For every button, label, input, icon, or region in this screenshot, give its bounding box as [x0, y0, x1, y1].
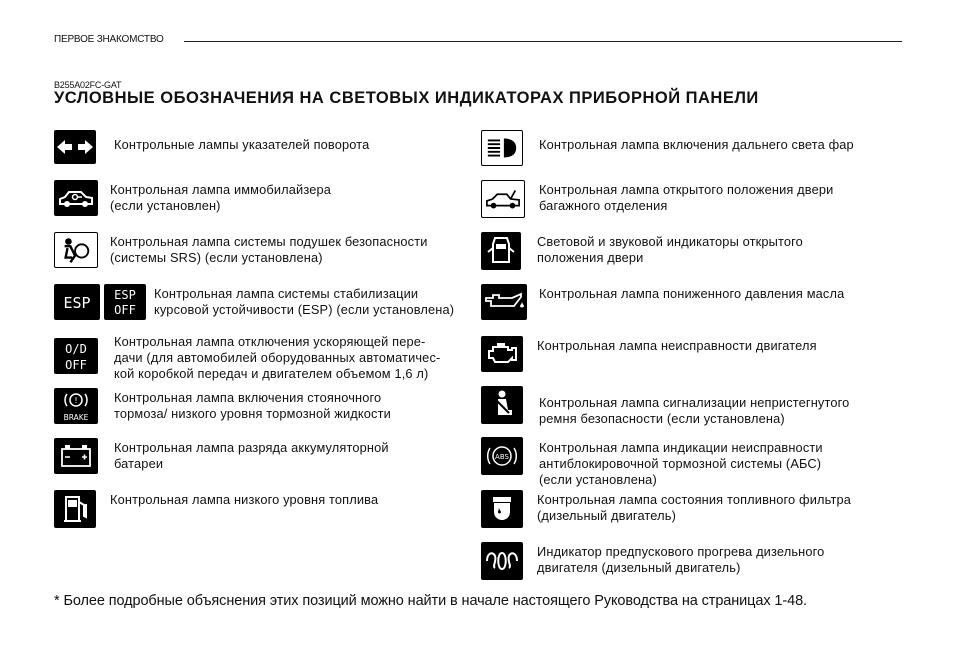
legend-text: Контрольная лампа разряда аккумуляторной батареи — [114, 440, 389, 471]
trunk-open-icon — [481, 180, 525, 218]
abs-icon — [481, 437, 523, 475]
legend-text: Контрольная лампа системы стабилизации курсовой устойчивости (ESP) (если установлена) — [154, 286, 455, 317]
legend-text: Контрольные лампы указателей поворота — [114, 137, 370, 152]
document-code: B255A02FC-GAT — [54, 80, 122, 90]
legend-text: Контрольная лампа неисправности двигателя — [537, 338, 817, 353]
svg-text:ESP: ESP — [114, 288, 136, 302]
immobilizer-car-key-icon — [54, 180, 98, 216]
legend-text: Контрольная лампа индикации неисправности антиблокировочной тормозной системы (АБС) (если установлена) — [539, 440, 823, 487]
legend-text: Контрольная лампа сигнализации непристегнутого ремня безопасности (если установлена) — [539, 395, 850, 426]
oil-pressure-icon — [481, 284, 527, 320]
legend-text: Контрольная лампа включения дальнего света фар — [539, 137, 854, 152]
legend-text: Контрольная лампа иммобилайзера (если установлен) — [110, 182, 332, 213]
legend-text: Контрольная лампа отключения ускоряющей пере- дачи (для автомобилей оборудованных автоматичес- кой коробкой передач и двигателем объемом 1,6 л) — [114, 334, 441, 381]
footnote: * Более подробные объяснения этих позиций можно найти в начале настоящего Руководства на страницах 1-48. — [54, 593, 807, 609]
fuel-filter-icon — [481, 490, 523, 528]
fuel-pump-icon — [54, 490, 96, 528]
high-beam-icon — [481, 130, 523, 166]
glow-plug-icon — [481, 542, 523, 580]
svg-text:BRAKE: BRAKE — [63, 413, 89, 422]
svg-text:ABS: ABS — [495, 453, 509, 461]
svg-text:OFF: OFF — [65, 358, 87, 372]
check-engine-icon — [481, 336, 523, 372]
airbag-srs-icon — [54, 232, 98, 268]
battery-icon — [54, 438, 98, 474]
page-title: УСЛОВНЫЕ ОБОЗНАЧЕНИЯ НА СВЕТОВЫХ ИНДИКАТОРАХ ПРИБОРНОЙ ПАНЕЛИ — [54, 89, 759, 107]
svg-text:OFF: OFF — [114, 303, 136, 317]
header-rule — [184, 41, 902, 42]
legend-text: Световой и звуковой индикаторы открытого положения двери — [537, 234, 803, 265]
legend-text: Контрольная лампа системы подушек безопасности (системы SRS) (если установлена) — [110, 234, 428, 265]
turn-signal-arrows-icon — [54, 130, 96, 164]
legend-text: Контрольная лампа открытого положения двери багажного отделения — [539, 182, 834, 213]
legend-text: Индикатор предпускового прогрева дизельного двигателя (дизельный двигатель) — [537, 544, 825, 575]
door-open-icon — [481, 232, 521, 270]
legend-text: Контрольная лампа включения стояночного тормоза/ низкого уровня тормозной жидкости — [114, 390, 391, 421]
page-header — [54, 34, 902, 48]
svg-text:ESP: ESP — [63, 294, 91, 312]
section-label: ПЕРВОЕ ЗНАКОМСТВО — [54, 34, 170, 45]
legend-text: Контрольная лампа низкого уровня топлива — [110, 492, 379, 507]
od-off-icon — [54, 338, 98, 374]
esp-off-icon — [104, 284, 146, 320]
esp-icon — [54, 284, 100, 320]
parking-brake-icon — [54, 388, 98, 424]
legend-text: Контрольная лампа пониженного давления масла — [539, 286, 845, 301]
svg-text:O/D: O/D — [65, 342, 87, 356]
svg-text:!: ! — [74, 396, 78, 405]
seat-belt-icon — [481, 386, 523, 424]
legend-text: Контрольная лампа состояния топливного фильтра (дизельный двигатель) — [537, 492, 851, 523]
